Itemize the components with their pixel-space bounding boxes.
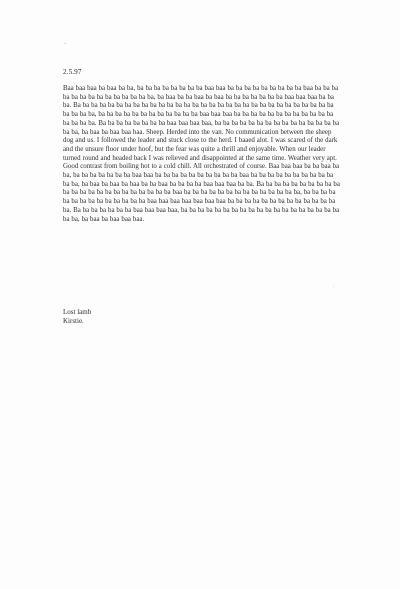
signature: Kirstie.	[63, 317, 84, 325]
signoff-block	[63, 308, 91, 326]
document-date: 2.5.97	[63, 68, 82, 76]
document-body: Baa baa baa ba baa ba ba, ba ba ba ba ba ba ba ba baa baa ba ba ba ba ba ba ba ba ba baa ba ba ba ba ba ba ba ba ba ba ba ba ba ba, ba baa ba ba baa ba baa ba ba ba ba ba ba ba baa baa baa ba ba ba. Ba ba ba ba ba ba ba ba ba ba ba ba ba ba ba ba ba ba ba ba ba ba ba ba ba ba ba ba ba ba ba ba ba ba ba, ba ba ba ba ba ba ba ba ba ba ba ba baa baa baa ba ba ba ba ba ba ba ba ba ba ba ba ba ba ba ba. Ba ba ba ba ba ba ba ba baa baa baa baa, ba ba ba ba ba ba ba ba ba ba ba ba ba ba ba ba ba, ba baa ba baa baa baa. Sheep. Herded into the van. No communication between the sheep dog and us. I followed the leader and stuck close to the herd. I baaed alot. I was scared of the dark and the unsure floor under hoof, but the fear was quite a thrill and enjoyable. When our leader turned round and headed back I was relieved and disappointed at the same time. Weather very apt. Good contrast from boiling hot to a cold chill. All orchestrated of course. Baa baa baa ba ba baa ba ba, ba ba ba ba ba ba ba baa baa ba ba ba ba ba ba ba ba ba ba baa ba ba ba ba ba ba ba ba ba ba ba ba, ba baa ba baa ba baa ba ba baa ba ba ba ba baa baa baa ba ba. Ba ba ba ba ba ba ba ba ba ba ba ba ba ba ba ba ba ba ba ba ba ba ba baa ba ba ba ba ba ba ba ba ba ba ba ba ba ba, ba ba ba ba ba ba ba ba ba ba ba ba ba ba baa baa baa baa baa baa baa ba ba ba ba ba ba ba ba ba ba ba ba ba ba. Ba ba ba ba ba ba ba baa baa baa baa, ba ba ba ba ba ba ba ba ba ba ba ba ba ba ba ba ba ba ba ba ba, ba baa ba baa baa baa.	[63, 85, 340, 223]
signoff-line: Lost lamb	[63, 308, 92, 316]
scan-speck	[64, 43, 66, 44]
scan-speck	[333, 286, 334, 287]
